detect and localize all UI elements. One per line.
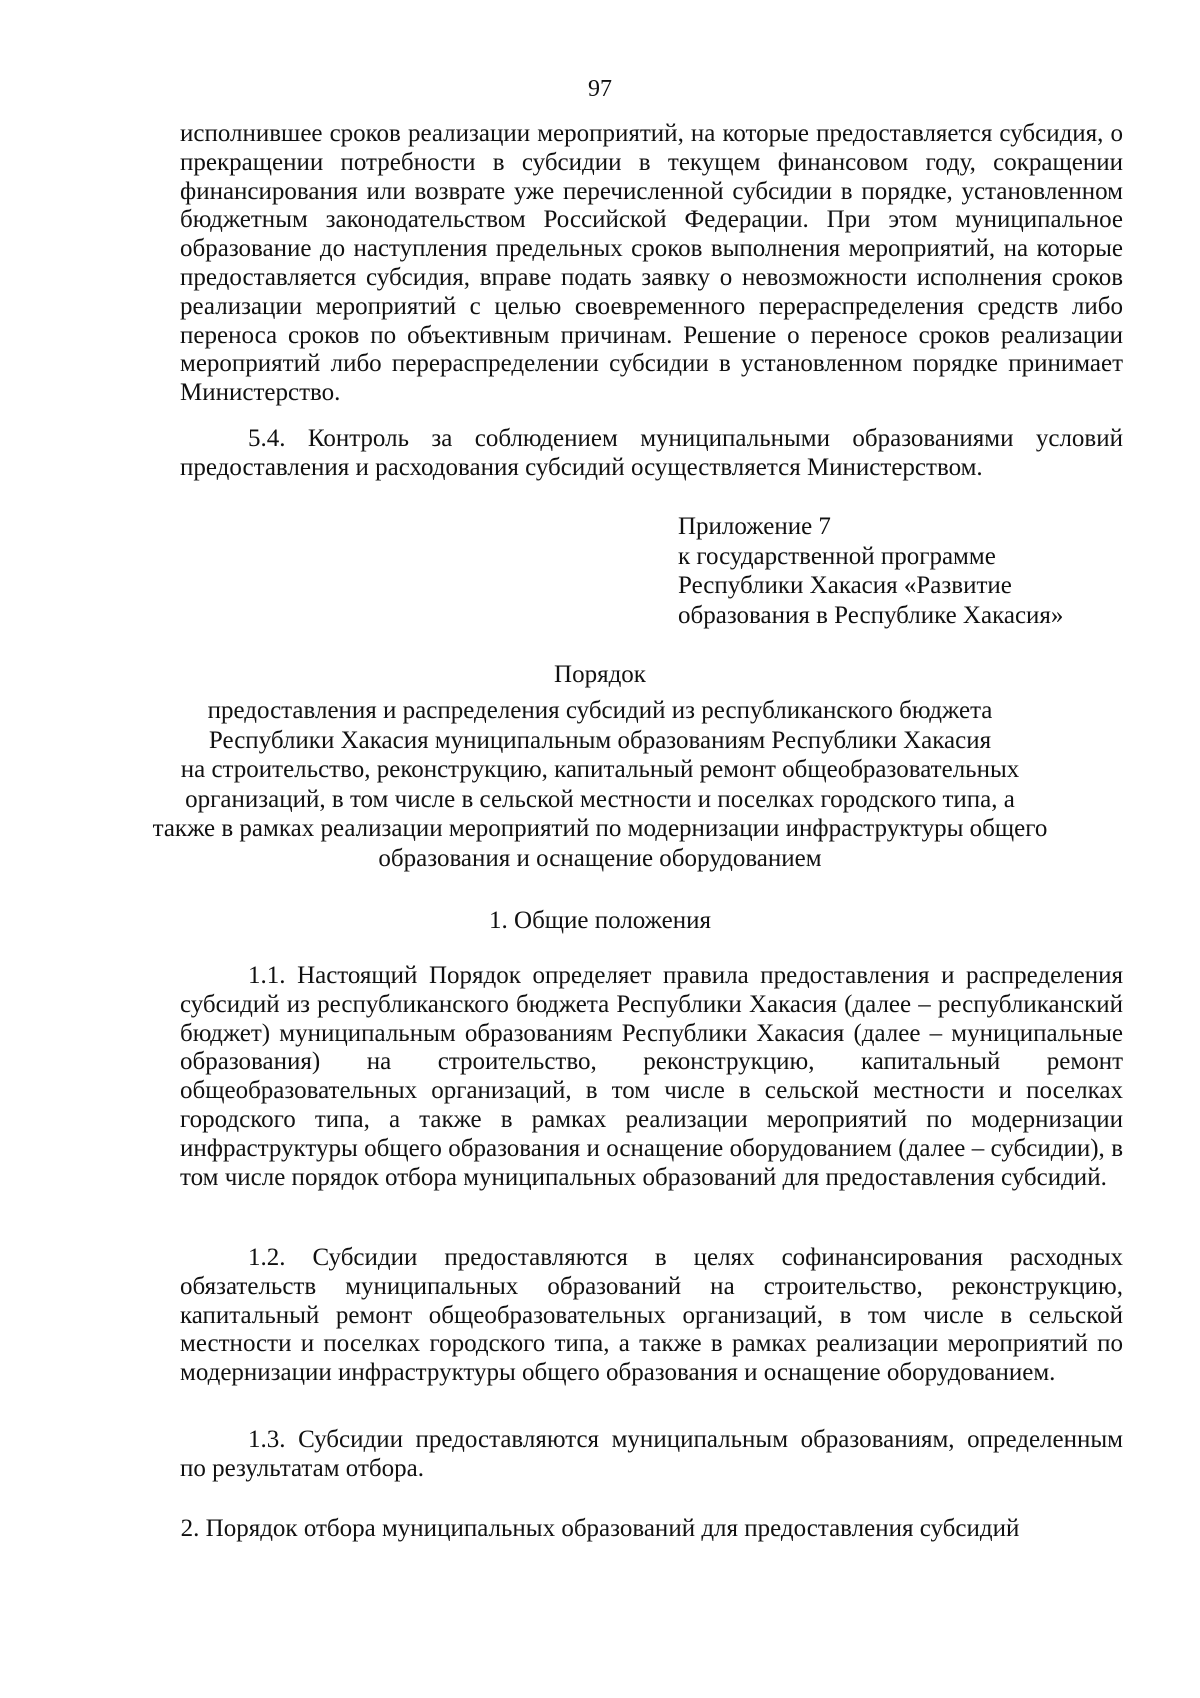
appendix-line: образования в Республике Хакасия» — [678, 601, 1064, 629]
paragraph-1-2-block — [180, 1244, 1123, 1388]
appendix-line: к государственной программе — [678, 542, 996, 570]
paragraph-1-2: 1.2. Субсидии предоставляются в целях софинансирования расходных обязательств муниципальных образований на строительство, реконструкцию, капитальный ремонт общеобразовательных организаций, в том числе в сельской местности и поселках городского типа, а также в рамках реализации мероприятий по модернизации инфраструктуры общего образования и оснащение оборудованием. — [180, 1244, 1123, 1387]
title-line: предоставления и распределения субсидий из республиканского бюджета — [207, 697, 993, 724]
section-2-heading: 2. Порядок отбора муниципальных образований для предоставления субсидий — [180, 1515, 1020, 1542]
paragraph-1-1-block — [180, 962, 1123, 1192]
section-1-heading-block — [0, 906, 1200, 936]
paragraph-1-3-block — [180, 1426, 1123, 1484]
title-line: Республики Хакасия муниципальным образованиям Республики Хакасия — [208, 726, 992, 754]
paragraph-1-3: 1.3. Субсидии предоставляются муниципальным образованиям, определенным по результатам отбора. — [180, 1426, 1123, 1482]
section-1-heading: 1. Общие положения — [489, 907, 711, 934]
appendix-line: Республики Хакасия «Развитие — [678, 572, 1012, 599]
continued-paragraph-block — [180, 120, 1123, 408]
appendix-line: Приложение 7 — [678, 513, 831, 540]
page-number: 97 — [588, 76, 612, 102]
appendix-reference — [678, 512, 1063, 630]
title-word: Порядок — [554, 661, 646, 688]
title-line: также в рамках реализации мероприятий по модернизации инфраструктуры общего — [152, 815, 1048, 842]
paragraph-5-4-block — [180, 425, 1123, 483]
title-line: на строительство, реконструкцию, капитальный ремонт общеобразовательных — [180, 756, 1020, 783]
document-title-word — [0, 660, 1200, 690]
paragraph-1-1: 1.1. Настоящий Порядок определяет правила предоставления и распределения субсидий из республиканского бюджета Республики Хакасия (далее – республиканский бюджет) муниципальным образованиям Республики Хакасия (далее – муниципальные образования) на строительство, реконструкцию, капитальный ремонт общеобразовательных организаций, в том числе в сельской местности и поселках городского типа, а также в рамках реализации мероприятий по модернизации инфраструктуры общего образования и оснащение оборудованием (далее – субсидии), в том числе порядок отбора муниципальных образований для предоставления субсидий. — [180, 962, 1123, 1191]
document-title — [0, 696, 1200, 873]
continued-paragraph: исполнившее сроков реализации мероприятий, на которые предоставляется субсидия, о прекращении потребности в субсидии в текущем финансовом году, сокращении финансирования или возврате уже перечисленной субсидии в порядке, установленном бюджетным законодательством Российской Федерации. При этом муниципальное образование до наступления предельных сроков выполнения мероприятий, на которые предоставляется субсидия, вправе подать заявку о невозможности исполнения сроков реализации мероприятий с целью своевременного перераспределения средств либо переноса сроков по объективным причинам. Решение о переносе сроков реализации мероприятий либо перераспределении субсидии в установленном порядке принимает Министерство. — [180, 120, 1123, 407]
section-2-heading-block — [0, 1514, 1200, 1544]
title-line: образования и оснащение оборудованием — [378, 844, 822, 872]
paragraph-5-4: 5.4. Контроль за соблюдением муниципальными образованиями условий предоставления и расходования субсидий осуществляется Министерством. — [180, 425, 1123, 481]
title-line: организаций, в том числе в сельской местности и поселках городского типа, а — [185, 785, 1015, 813]
